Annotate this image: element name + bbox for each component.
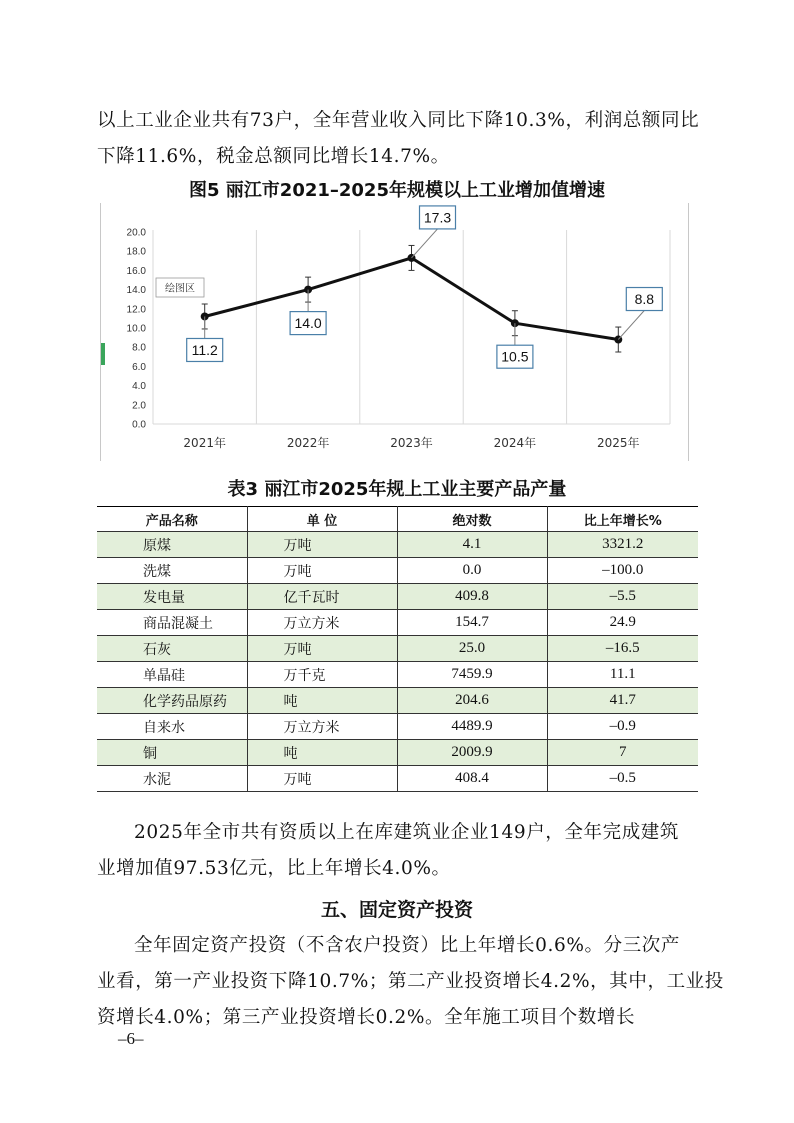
header-growth: 比上年增长% xyxy=(547,507,698,532)
data-label: 11.2 xyxy=(191,341,218,358)
table-row xyxy=(97,610,698,636)
side-marker xyxy=(101,343,105,365)
unit-cell: 万千克 xyxy=(247,662,397,688)
header-product-name: 产品名称 xyxy=(97,507,247,532)
line-chart xyxy=(100,203,690,461)
value-cell: 2009.9 xyxy=(397,740,547,766)
value-cell: 409.8 xyxy=(397,584,547,610)
unit-cell: 万吨 xyxy=(247,558,397,584)
value-cell: 408.4 xyxy=(397,766,547,792)
header-unit: 单 位 xyxy=(247,507,397,532)
y-tick-label: 16.0 xyxy=(126,265,146,277)
product-name-cell: 水泥 xyxy=(97,766,247,792)
figure-caption: 图5 丽江市2021–2025年规模以上工业增加值增速 xyxy=(189,180,605,201)
text-line: 下降11.6%，税金总额同比增长14.7%。 xyxy=(97,146,450,167)
y-tick-label: 10.0 xyxy=(126,323,146,335)
table-caption: 表3 丽江市2025年规上工业主要产品产量 xyxy=(227,479,567,500)
investment-paragraph xyxy=(97,928,724,1036)
product-name-cell: 自来水 xyxy=(97,714,247,740)
growth-cell: 11.1 xyxy=(547,662,698,688)
intro-paragraph xyxy=(97,103,700,175)
x-axis xyxy=(183,435,639,450)
plot-area-tag xyxy=(156,278,204,297)
y-axis xyxy=(127,228,147,431)
value-cell: 4.1 xyxy=(397,532,547,558)
growth-cell: –100.0 xyxy=(547,558,698,584)
text-line: 2025年全市共有资质以上在库建筑业企业149户，全年完成建筑 xyxy=(134,822,679,843)
label-leader xyxy=(412,229,438,258)
product-name-cell: 化学药品原药 xyxy=(97,688,247,714)
growth-cell: 24.9 xyxy=(547,610,698,636)
unit-cell: 吨 xyxy=(247,688,397,714)
x-tick-label: 2024年 xyxy=(493,436,537,450)
table-row xyxy=(97,688,698,714)
text-line: 以上工业企业共有73户，全年营业收入同比下降10.3%，利润总额同比 xyxy=(97,110,700,131)
growth-cell: 3321.2 xyxy=(547,532,698,558)
product-name-cell: 石灰 xyxy=(97,636,247,662)
y-tick-label: 18.0 xyxy=(126,246,146,258)
table-row xyxy=(97,636,698,662)
text-line: 资增长4.0%；第三产业投资增长0.2%。全年施工项目个数增长 xyxy=(97,1007,636,1028)
value-cell: 154.7 xyxy=(397,610,547,636)
y-tick-label: 8.0 xyxy=(132,342,146,354)
unit-cell: 吨 xyxy=(247,740,397,766)
header-absolute-value: 绝对数 xyxy=(397,507,547,532)
y-tick-label: 14.0 xyxy=(126,285,146,297)
x-tick-label: 2025年 xyxy=(597,436,640,450)
table-row xyxy=(97,740,698,766)
data-label: 8.8 xyxy=(634,291,655,308)
growth-cell: 41.7 xyxy=(547,688,698,714)
construction-paragraph xyxy=(97,815,697,887)
y-tick-label: 6.0 xyxy=(132,361,146,373)
y-tick-label: 4.0 xyxy=(132,381,146,393)
data-series xyxy=(187,206,663,368)
page-number: –6– xyxy=(118,1029,144,1048)
product-name-cell: 原煤 xyxy=(97,532,247,558)
growth-cell: –16.5 xyxy=(547,636,698,662)
y-tick-label: 12.0 xyxy=(126,304,146,316)
section-heading: 五、固定资产投资 xyxy=(320,899,473,921)
unit-cell: 万吨 xyxy=(247,766,397,792)
unit-cell: 万立方米 xyxy=(247,610,397,636)
product-name-cell: 发电量 xyxy=(97,584,247,610)
value-cell: 0.0 xyxy=(397,558,547,584)
data-label: 10.5 xyxy=(501,348,529,365)
unit-cell: 亿千瓦时 xyxy=(247,584,397,610)
table-row xyxy=(97,662,698,688)
data-label: 17.3 xyxy=(423,209,452,226)
table-row xyxy=(97,558,698,584)
plot-area-label: 绘图区 xyxy=(165,283,195,295)
label-leader xyxy=(618,311,644,340)
growth-cell: –0.9 xyxy=(547,714,698,740)
text-line: 全年固定资产投资（不含农户投资）比上年增长0.6%。分三次产 xyxy=(134,935,681,956)
table-row xyxy=(97,766,698,792)
y-tick-label: 2.0 xyxy=(132,400,146,412)
x-tick-label: 2023年 xyxy=(390,436,433,450)
table-row xyxy=(97,584,698,610)
unit-cell: 万吨 xyxy=(247,636,397,662)
data-label: 14.0 xyxy=(294,315,322,332)
product-name-cell: 铜 xyxy=(97,740,247,766)
value-cell: 4489.9 xyxy=(397,714,547,740)
growth-cell: –0.5 xyxy=(547,766,698,792)
unit-cell: 万立方米 xyxy=(247,714,397,740)
text-line: 业增加值97.53亿元，比上年增长4.0%。 xyxy=(97,858,451,879)
x-tick-label: 2022年 xyxy=(286,436,330,450)
value-cell: 7459.9 xyxy=(397,662,547,688)
text-line: 业看，第一产业投资下降10.7%；第二产业投资增长4.2%，其中，工业投 xyxy=(97,971,724,992)
product-name-cell: 洗煤 xyxy=(97,558,247,584)
value-cell: 204.6 xyxy=(397,688,547,714)
x-tick-label: 2021年 xyxy=(183,436,226,450)
product-name-cell: 单晶硅 xyxy=(97,662,247,688)
growth-cell: 7 xyxy=(547,740,698,766)
value-cell: 25.0 xyxy=(397,636,547,662)
product-output-table xyxy=(97,506,698,792)
product-name-cell: 商品混凝土 xyxy=(97,610,247,636)
table-row xyxy=(97,532,698,558)
y-tick-label: 20.0 xyxy=(126,227,146,239)
table-header-row xyxy=(97,507,698,532)
unit-cell: 万吨 xyxy=(247,532,397,558)
growth-cell: –5.5 xyxy=(547,584,698,610)
table-row xyxy=(97,714,698,740)
y-tick-label: 0.0 xyxy=(132,419,146,431)
